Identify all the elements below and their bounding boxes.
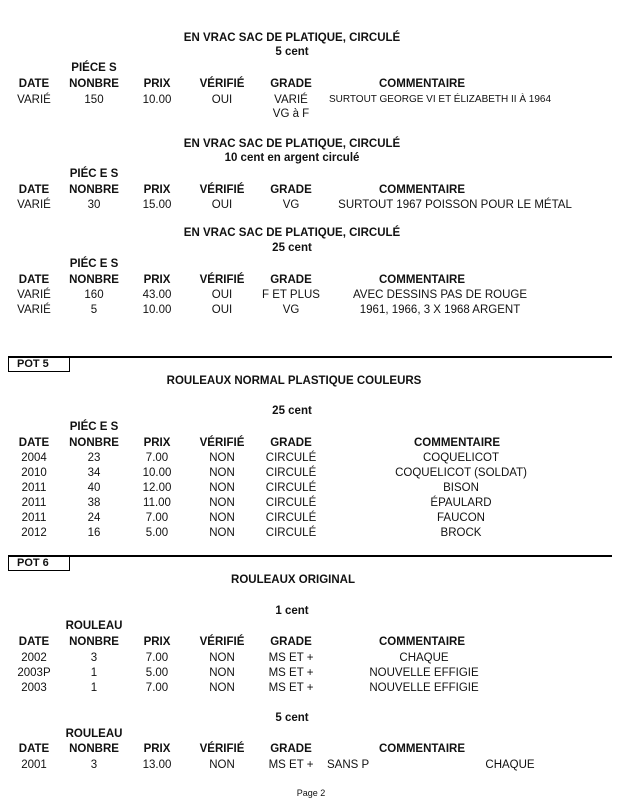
cell-commentaire: BROCK: [440, 527, 482, 539]
section-subtitle: 1 cent: [275, 605, 309, 617]
header-grade: GRADE: [270, 274, 312, 286]
cell-grade: MS ET +: [268, 667, 314, 679]
cell-prix: 10.00: [142, 94, 172, 106]
cell-prix: 13.00: [142, 759, 172, 771]
header-date: DATE: [18, 636, 50, 648]
header-commentaire: COMMENTAIRE: [378, 184, 466, 196]
header-prix: PRIX: [143, 78, 171, 90]
cell-prix: 7.00: [145, 682, 169, 694]
cell-verifie: OUI: [211, 94, 233, 106]
header-commentaire: COMMENTAIRE: [413, 437, 501, 449]
cell-verifie: NON: [209, 527, 235, 539]
cell-nombre: 150: [84, 94, 104, 106]
cell-commentaire: NOUVELLE EFFIGIE: [369, 667, 479, 679]
cell-verifie: NON: [209, 759, 235, 771]
header-top: PIÉC E S: [69, 421, 119, 433]
cell-date: 2003: [21, 682, 47, 694]
cell-commentaire: SURTOUT 1967 POISSON POUR LE MÉTAL: [338, 199, 572, 211]
cell-nombre: 40: [87, 482, 101, 494]
cell-nombre: 23: [87, 452, 101, 464]
cell-date: VARIÉ: [17, 94, 51, 106]
cell-grade: CIRCULÉ: [265, 497, 317, 509]
header-nombre: NONBRE: [69, 636, 119, 648]
cell-commentaire: COQUELICOT: [422, 452, 500, 464]
cell-commentaire: BISON: [443, 482, 479, 494]
cell-date: 2011: [21, 482, 47, 494]
cell-grade: VG: [282, 199, 300, 211]
cell-nombre: 5: [90, 304, 98, 316]
cell-date: 2011: [21, 497, 47, 509]
cell-grade: CIRCULÉ: [265, 527, 317, 539]
header-top: PIÉC E S: [69, 258, 119, 270]
cell-verifie: NON: [209, 682, 235, 694]
cell-prix: 11.00: [143, 497, 171, 509]
header-top: ROULEAU: [65, 728, 123, 740]
cell-commentaire: SURTOUT GEORGE VI ET ÉLIZABETH II À 1964: [328, 94, 552, 105]
header-verifie: VÉRIFIÉ: [199, 274, 245, 286]
cell-date: 2012: [21, 527, 47, 539]
header-prix: PRIX: [143, 437, 171, 449]
cell-commentaire: AVEC DESSINS PAS DE ROUGE: [352, 289, 528, 301]
cell-prix: 10.00: [142, 304, 172, 316]
cell-verifie: OUI: [211, 199, 233, 211]
cell-prix: 12.00: [142, 482, 172, 494]
cell-verifie: NON: [209, 467, 235, 479]
cell-nombre: 38: [87, 497, 101, 509]
cell-verifie: NON: [209, 482, 235, 494]
cell-grade: CIRCULÉ: [265, 467, 317, 479]
header-nombre: NONBRE: [69, 274, 119, 286]
cell-nombre: 160: [84, 289, 104, 301]
header-commentaire: COMMENTAIRE: [378, 743, 466, 755]
header-prix: PRIX: [143, 184, 171, 196]
cell-grade: VG: [282, 304, 300, 316]
cell-verifie: NON: [209, 497, 235, 509]
section-divider: [8, 356, 612, 358]
header-prix: PRIX: [143, 274, 171, 286]
header-top: PIÉC E S: [69, 168, 119, 180]
cell-date: 2002: [21, 652, 47, 664]
cell-grade-line2: VG à F: [272, 108, 310, 120]
header-grade: GRADE: [270, 184, 312, 196]
header-nombre: NONBRE: [69, 743, 119, 755]
header-nombre: NONBRE: [69, 437, 119, 449]
section-divider: [8, 555, 612, 557]
cell-prix: 7.00: [145, 652, 169, 664]
page-number: Page 2: [296, 788, 326, 798]
cell-commentaire: SANS P: [327, 759, 370, 771]
header-date: DATE: [18, 78, 50, 90]
cell-nombre: 1: [90, 667, 98, 679]
pot-label: POT 6: [8, 556, 70, 571]
cell-nombre: 3: [90, 759, 98, 771]
header-commentaire: COMMENTAIRE: [378, 636, 466, 648]
cell-grade: VARIÉ: [274, 94, 308, 106]
header-verifie: VÉRIFIÉ: [199, 184, 245, 196]
header-date: DATE: [18, 743, 50, 755]
header-verifie: VÉRIFIÉ: [199, 78, 245, 90]
section-title: EN VRAC SAC DE PLATIQUE, CIRCULÉ: [183, 227, 401, 239]
cell-prix: 10.00: [142, 467, 172, 479]
cell-prix: 15.00: [142, 199, 172, 211]
cell-grade: F ET PLUS: [262, 289, 320, 301]
cell-date: 2010: [21, 467, 47, 479]
cell-commentaire-extra: CHAQUE: [485, 759, 535, 771]
header-grade: GRADE: [270, 743, 312, 755]
cell-grade: MS ET +: [268, 759, 314, 771]
pot-label: POT 5: [8, 357, 70, 372]
header-grade: GRADE: [270, 437, 312, 449]
cell-nombre: 30: [87, 199, 101, 211]
header-verifie: VÉRIFIÉ: [199, 437, 245, 449]
cell-commentaire: NOUVELLE EFFIGIE: [369, 682, 479, 694]
header-date: DATE: [18, 437, 50, 449]
cell-commentaire: CHAQUE: [399, 652, 449, 664]
header-commentaire: COMMENTAIRE: [378, 274, 466, 286]
cell-date: 2004: [21, 452, 47, 464]
cell-grade: CIRCULÉ: [265, 482, 317, 494]
section-subtitle: 25 cent: [272, 405, 312, 417]
header-grade: GRADE: [270, 636, 312, 648]
section-subtitle: 10 cent en argent circulé: [224, 152, 360, 164]
header-prix: PRIX: [143, 743, 171, 755]
cell-prix: 5.00: [145, 527, 169, 539]
cell-grade: CIRCULÉ: [265, 452, 317, 464]
cell-verifie: NON: [209, 652, 235, 664]
cell-commentaire: 1961, 1966, 3 X 1968 ARGENT: [359, 304, 521, 316]
cell-verifie: NON: [209, 452, 235, 464]
header-commentaire: COMMENTAIRE: [378, 78, 466, 90]
header-verifie: VÉRIFIÉ: [199, 636, 245, 648]
cell-date: 2001: [21, 759, 47, 771]
section-title: ROULEAUX ORIGINAL: [231, 574, 355, 586]
header-prix: PRIX: [143, 636, 171, 648]
section-title: EN VRAC SAC DE PLATIQUE, CIRCULÉ: [183, 32, 401, 44]
cell-prix: 5.00: [145, 667, 169, 679]
header-verifie: VÉRIFIÉ: [199, 743, 245, 755]
cell-verifie: NON: [209, 667, 235, 679]
section-title: ROULEAUX NORMAL PLASTIQUE COULEURS: [166, 375, 422, 387]
header-date: DATE: [18, 184, 50, 196]
section-title: EN VRAC SAC DE PLATIQUE, CIRCULÉ: [183, 138, 401, 150]
cell-commentaire: ÉPAULARD: [430, 497, 492, 509]
header-date: DATE: [18, 274, 50, 286]
cell-date: VARIÉ: [17, 289, 51, 301]
cell-prix: 43.00: [142, 289, 172, 301]
cell-verifie: OUI: [211, 304, 233, 316]
cell-nombre: 1: [90, 682, 98, 694]
section-subtitle: 5 cent: [275, 46, 309, 58]
cell-prix: 7.00: [145, 452, 169, 464]
cell-date: 2003P: [17, 667, 51, 679]
cell-verifie: NON: [209, 512, 235, 524]
header-nombre: NONBRE: [69, 78, 119, 90]
cell-grade: MS ET +: [268, 652, 314, 664]
header-grade: GRADE: [270, 78, 312, 90]
cell-verifie: OUI: [211, 289, 233, 301]
header-top: PIÉCE S: [71, 62, 117, 74]
cell-grade: MS ET +: [268, 682, 314, 694]
section-subtitle: 25 cent: [272, 242, 312, 254]
header-nombre: NONBRE: [69, 184, 119, 196]
section-subtitle: 5 cent: [275, 712, 309, 724]
cell-prix: 7.00: [145, 512, 169, 524]
cell-grade: CIRCULÉ: [265, 512, 317, 524]
cell-commentaire: FAUCON: [437, 512, 485, 524]
cell-date: 2011: [21, 512, 47, 524]
cell-nombre: 16: [87, 527, 101, 539]
cell-nombre: 24: [87, 512, 101, 524]
cell-date: VARIÉ: [17, 304, 51, 316]
header-top: ROULEAU: [65, 620, 123, 632]
cell-nombre: 3: [90, 652, 98, 664]
cell-commentaire: COQUELICOT (SOLDAT): [395, 467, 527, 479]
cell-date: VARIÉ: [17, 199, 51, 211]
cell-nombre: 34: [87, 467, 101, 479]
